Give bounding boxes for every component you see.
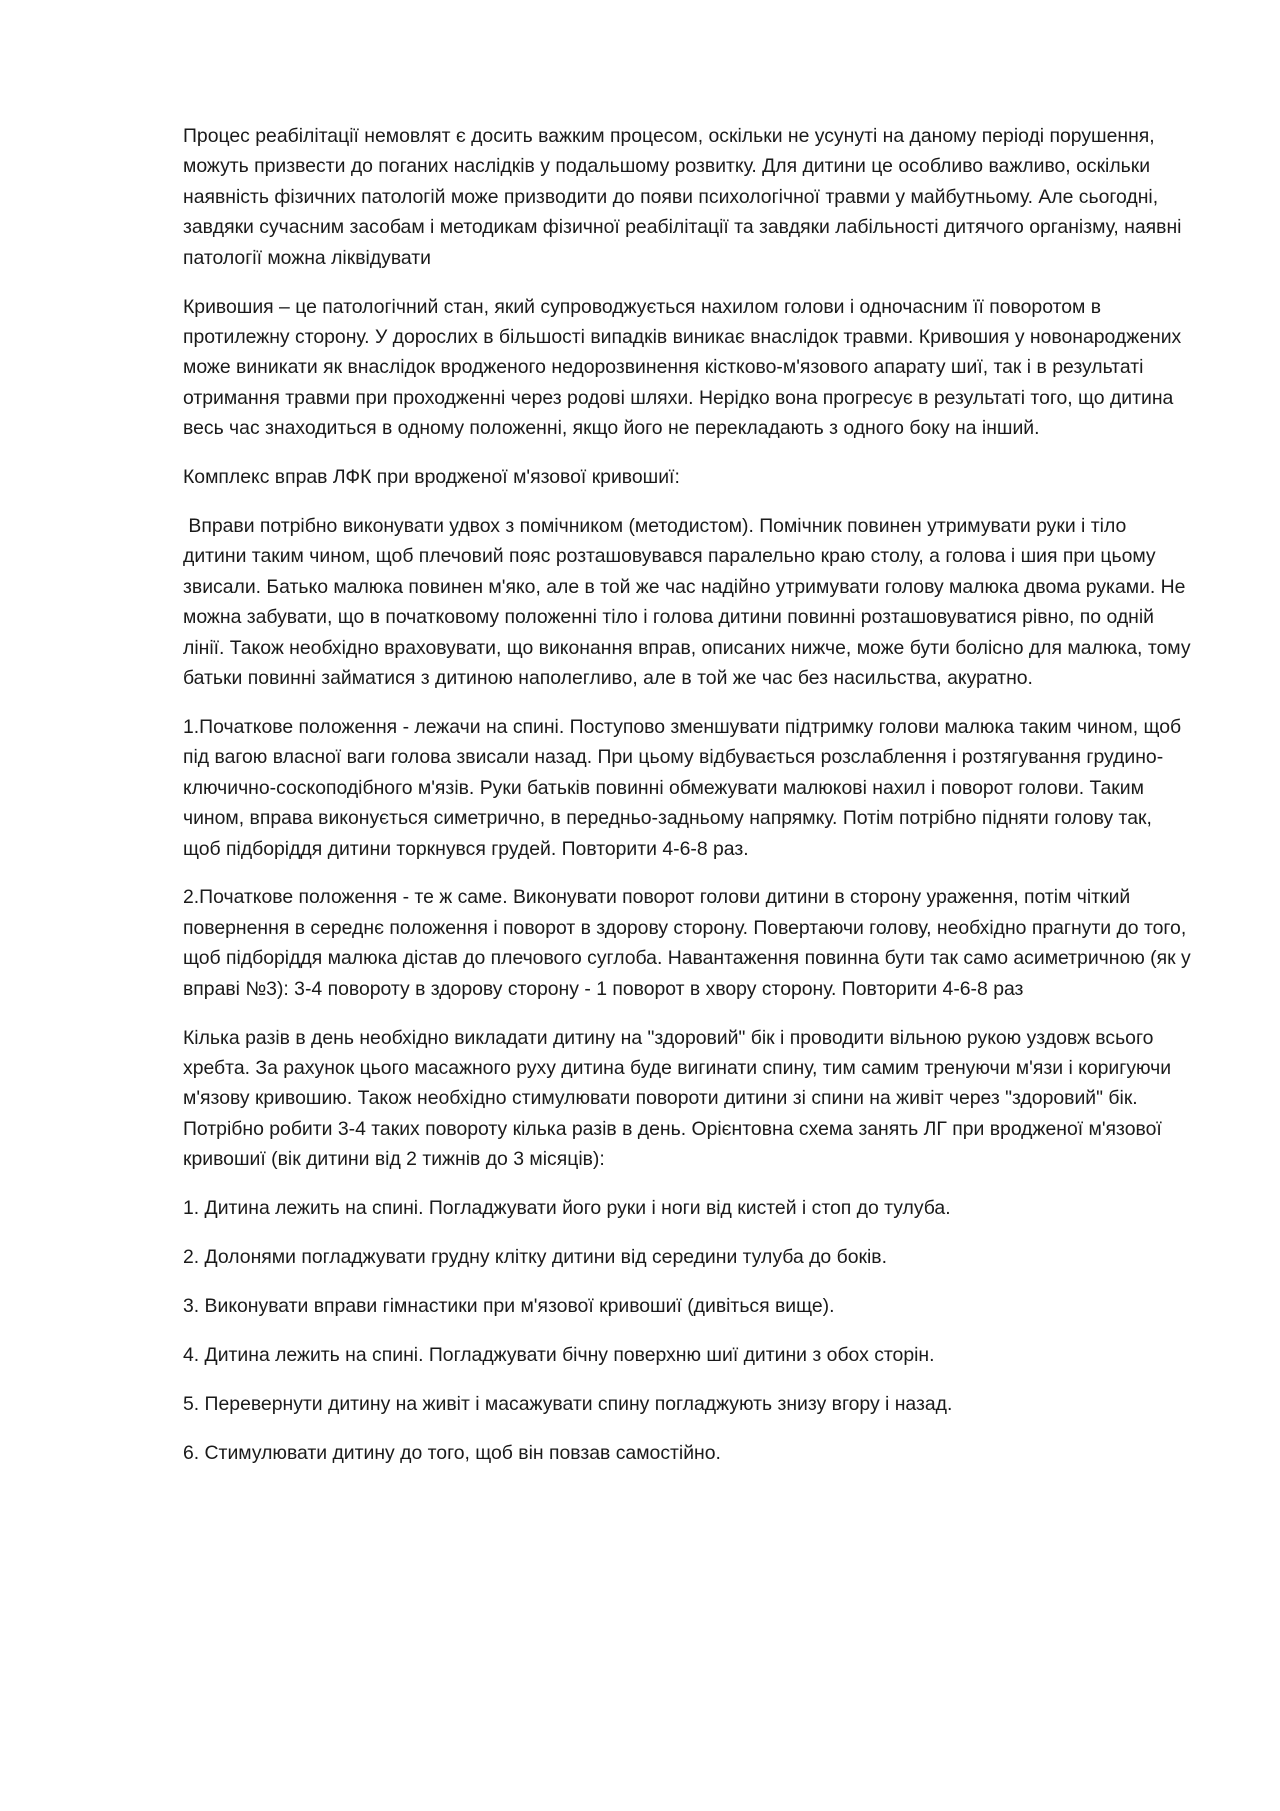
intro-paragraph: Процес реабілітації немовлят є досить важким процесом, оскільки не усунуті на даному періоді порушення, можуть призвести до поганих наслідків у подальшому розвитку. Для дитини це особливо важливо, оскільки наявність фізичних патологій може призводити до появи психологічної травми у майбутньому. Але сьогодні, завдяки сучасним засобам і методикам фізичної реабілітації та завдяки лабільності дитячого організму, наявні патології можна ліквідувати [183, 125, 1187, 269]
torticollis-definition-paragraph: Кривошия – це патологічний стан, який супроводжується нахилом голови і одночасним її поворотом в протилежну сторону. У дорослих в більшості випадків виникає внаслідок травми. Кривошия у новонароджених може виникати як внаслідок вродженого недорозвинення кістково-м'язового апарату шиї, так і в результаті отримання травми при проходженні через родові шляхи. Нерідко вона прогресує в результаті того, що дитина весь час знаходиться в одному положенні, якщо його не перекладають з одного боку на інший. [183, 295, 1187, 440]
schedule-item-1: 1. Дитина лежить на спині. Погладжувати його руки і ноги від кистей і стоп до тулуба. [183, 1197, 951, 1220]
schedule-item-5: 5. Перевернути дитину на живіт і масажувати спину погладжують знизу вгору і назад. [183, 1392, 953, 1415]
schedule-item-3: 3. Виконувати вправи гімнастики при м'язової кривошиї (дивіться вище). [183, 1294, 835, 1317]
schedule-item-6: 6. Стимулювати дитину до того, щоб він повзав самостійно. [183, 1441, 721, 1464]
exercise-1-paragraph: 1.Початкове положення - лежачи на спині. Поступово зменшувати підтримку голови малюка таким чином, щоб під вагою власної ваги голова звисали назад. При цьому відбувається розслаблення і розтягування грудино-ключично-соскоподібного м'язів. Руки батьків повинні обмежувати малюкові нахил і поворот голови. Таким чином, вправа виконується симетрично, в передньо-задньому напрямку. Потім потрібно підняти голову так, щоб підборіддя дитини торкнувся грудей. Повторити 4-6-8 раз. [183, 715, 1187, 860]
exercise-complex-heading: Комплекс вправ ЛФК при вродженої м'язової кривошиї: [183, 466, 680, 489]
exercise-instructions-paragraph: Вправи потрібно виконувати удвох з помічником (методистом). Помічник повинен утримувати руки і тіло дитини таким чином, щоб плечовий пояс розташовувався паралельно краю столу, а голова і шия при цьому звисали. Батько малюка повинен м'яко, але в той же час надійно утримувати голову малюка двома руками. Не можна забувати, що в початковому положенні тіло і голова дитини повинні розташовуватися рівно, по одній лінії. Також необхідно враховувати, що виконання вправ, описаних нижче, може бути болісно для малюка, тому батьки повинні займатися з дитиною наполегливо, але в той же час без насильства, акуратно. [183, 514, 1196, 689]
schedule-item-2: 2. Долонями погладжувати грудну клітку дитини від середини тулуба до боків. [183, 1246, 887, 1268]
exercise-2-paragraph: 2.Початкове положення - те ж саме. Виконувати поворот голови дитини в сторону ураження, потім чіткий повернення в середнє положення і поворот в здорову сторону. Повертаючи голову, необхідно прагнути до того, щоб підборіддя малюка дістав до плечового суглоба. Навантаження повинна бути так само асиметричною (як у вправі №3): 3-4 повороту в здорову сторону - 1 поворот в хвору сторону. Повторити 4-6-8 раз [183, 886, 1197, 1000]
schedule-item-4: 4. Дитина лежить на спині. Погладжувати бічну поверхню шиї дитини з обох сторін. [183, 1343, 935, 1366]
positioning-paragraph: Кілька разів в день необхідно викладати дитину на "здоровий" бік і проводити вільною рукою уздовж всього хребта. За рахунок цього масажного руху дитина буде вигинати спину, тим самим тренуючи м'язи і коригуючи м'язову кривошию. Також необхідно стимулювати повороти дитини зі спини на живіт через "здоровий" бік. Потрібно робити 3-4 таких повороту кілька разів в день. Орієнтовна схема занять ЛГ при вродженої м'язової кривошиї (вік дитини від 2 тижнів до 3 місяців): [183, 1026, 1177, 1171]
document-body [183, 121, 1197, 1487]
